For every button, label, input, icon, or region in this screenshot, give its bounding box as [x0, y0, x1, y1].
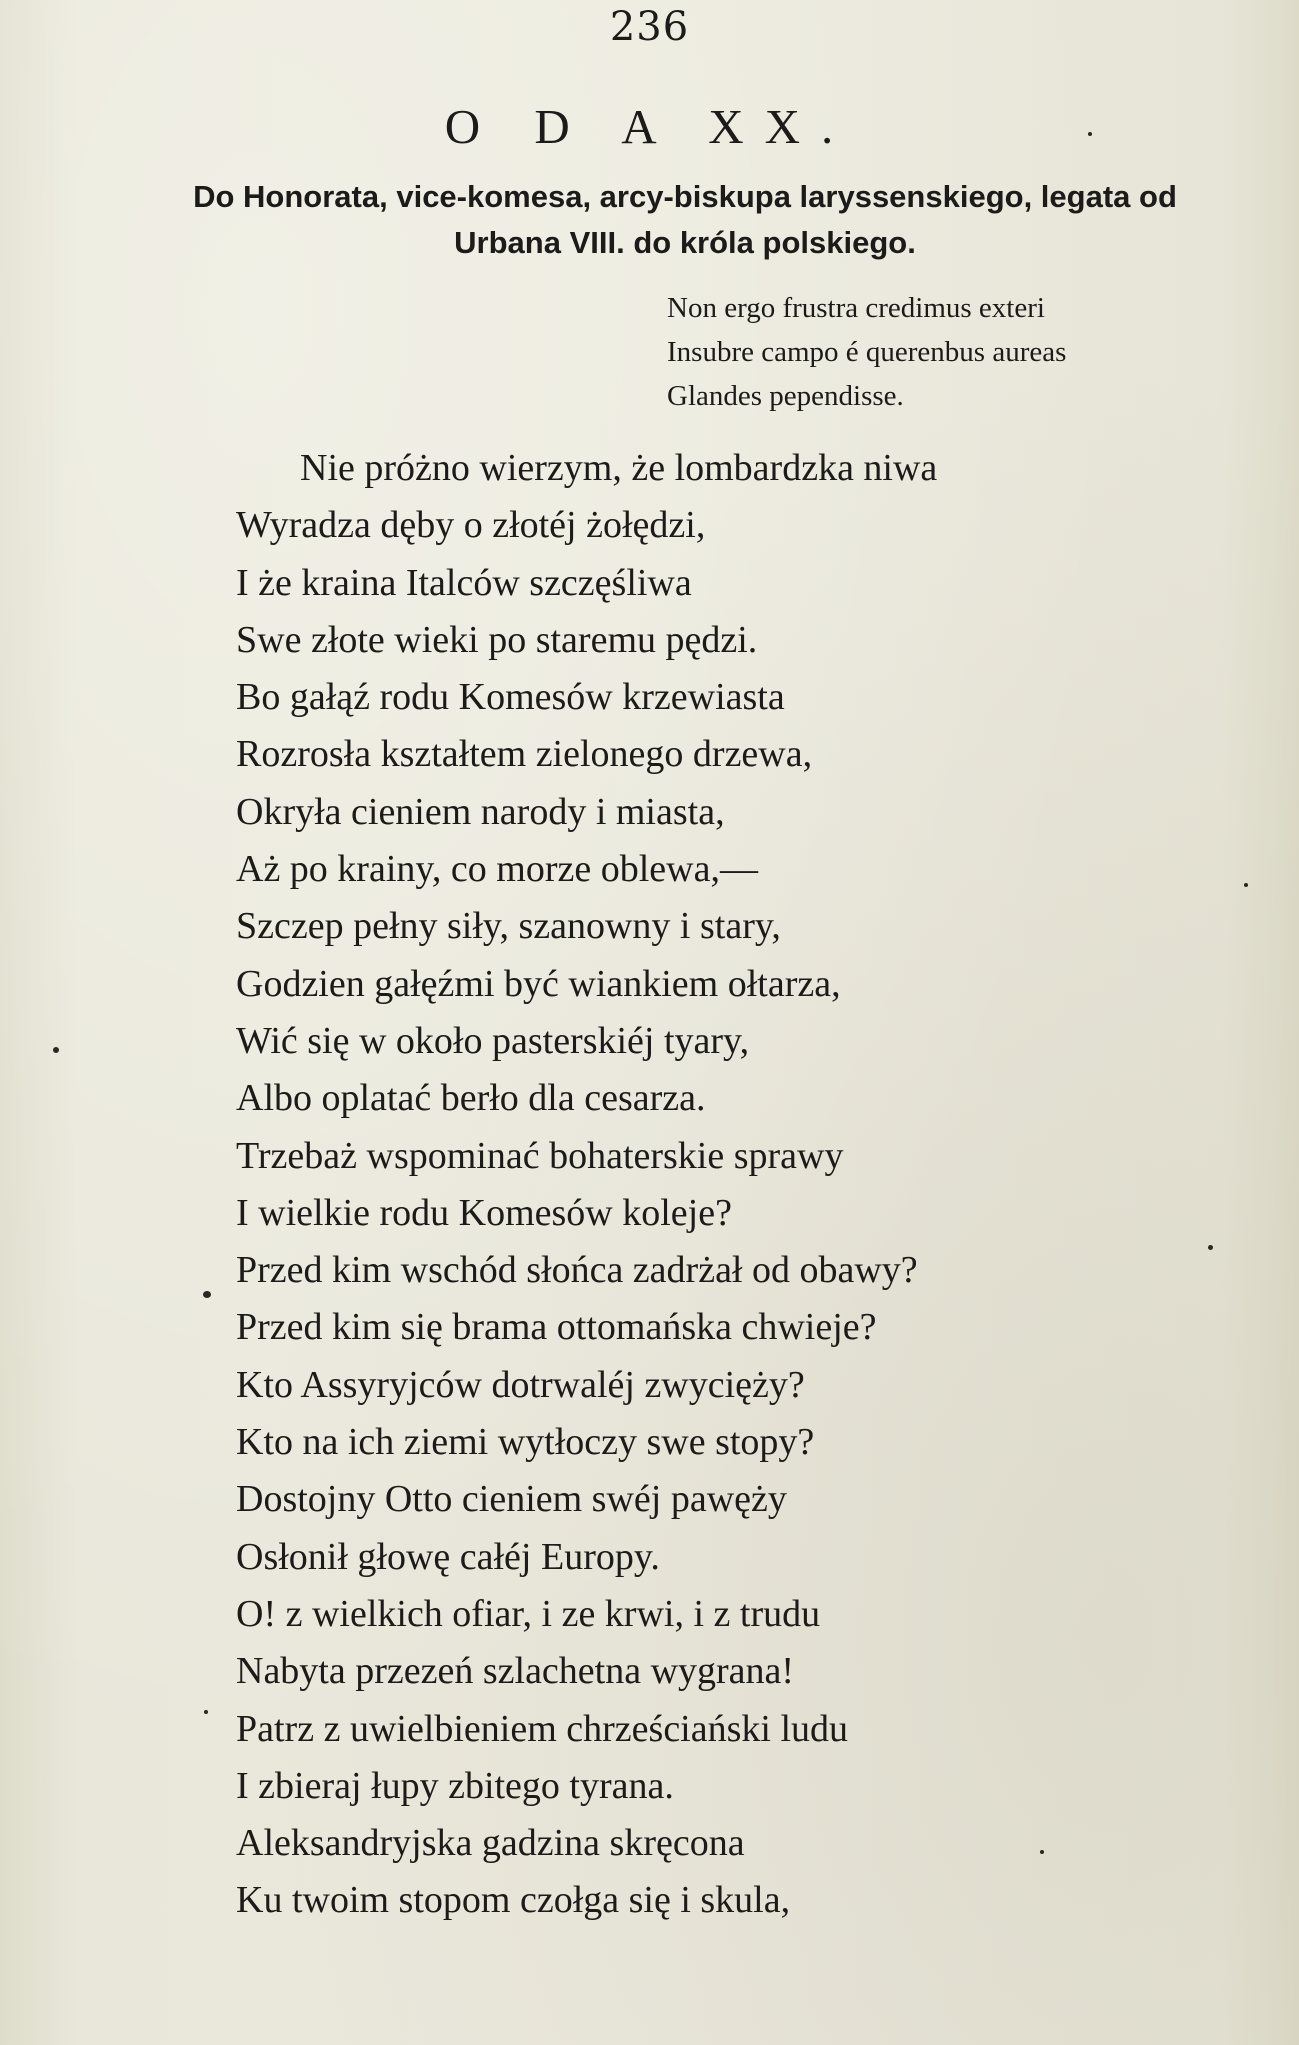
poem-line: Swe złote wieki po staremu pędzi. — [236, 618, 758, 661]
poem-line: Dostojny Otto cieniem swéj pawęży — [236, 1478, 787, 1521]
poem-line: Aż po krainy, co morze oblewa,— — [236, 848, 758, 891]
poem-line: Kto Assyryjców dotrwaléj zwycięży? — [236, 1363, 805, 1406]
dedication — [160, 174, 1210, 266]
poem-line: I zbieraj łupy zbitego tyrana. — [236, 1764, 674, 1807]
poem-line: Albo oplatać berło dla cesarza. — [236, 1077, 706, 1120]
poem-line: Rozrosła kształtem zielonego drzewa, — [236, 733, 813, 776]
poem-line: Patrz z uwielbieniem chrześciański ludu — [236, 1707, 849, 1750]
poem-line: Ku twoim stopom czołga się i skula, — [236, 1879, 791, 1922]
poem-line: Godzien gałęźmi być wiankiem ołtarza, — [236, 962, 841, 1005]
poem-line: Bo gałąź rodu Komesów krzewiasta — [236, 676, 785, 719]
poem-line: Trzebaż wspominać bohaterskie sprawy — [236, 1134, 844, 1177]
poem-line: Szczep pełny siły, szanowny i stary, — [236, 905, 781, 948]
poem-line: Przed kim wschód słońca zadrżał od obawy? — [236, 1249, 918, 1292]
paper-speck — [204, 1710, 208, 1714]
paper-speck — [1040, 1850, 1044, 1854]
paper-speck — [203, 1291, 211, 1298]
dedication-line: Urbana VIII. do króla polskiego. — [454, 225, 916, 260]
latin-epigraph — [667, 286, 1267, 418]
poem-line: Przed kim się brama ottomańska chwieje? — [236, 1306, 877, 1349]
paper-speck — [1208, 1245, 1213, 1250]
epigraph-line: Glandes pependisse. — [667, 380, 904, 412]
ode-title: O D A XX. — [444, 99, 855, 154]
epigraph-line: Insubre campo é querenbus aureas — [667, 336, 1067, 368]
poem-line: Nie próżno wierzym, że lombardzka niwa — [300, 447, 938, 489]
dedication-line: Do Honorata, vice-komesa, arcy-biskupa laryssenskiego, legata od — [193, 179, 1177, 214]
poem-line: Osłonił głowę całéj Europy. — [236, 1535, 660, 1578]
poem-line: Wyradza dęby o złotéj żołędzi, — [236, 504, 706, 547]
poem-line: Aleksandryjska gadzina skręcona — [236, 1822, 745, 1865]
poem-line: Nabyta przezeń szlachetna wygrana! — [236, 1650, 795, 1693]
paper-speck — [53, 1047, 59, 1053]
poem-line: Wić się w około pasterskiéj tyary, — [236, 1019, 750, 1062]
poem-body — [236, 440, 1266, 1930]
poem-line: Kto na ich ziemi wytłoczy swe stopy? — [236, 1421, 815, 1464]
paper-speck — [1244, 883, 1248, 887]
page-number: 236 — [609, 4, 690, 50]
poem-line: Okryła cieniem narody i miasta, — [236, 790, 725, 833]
poem-line: I że kraina Italców szczęśliwa — [236, 561, 692, 604]
epigraph-line: Non ergo frustra credimus exteri — [667, 292, 1045, 324]
poem-line: O! z wielkich ofiar, i ze krwi, i z trudu — [236, 1592, 821, 1635]
paper-speck — [1088, 132, 1092, 136]
poem-line: I wielkie rodu Komesów koleje? — [236, 1191, 732, 1234]
